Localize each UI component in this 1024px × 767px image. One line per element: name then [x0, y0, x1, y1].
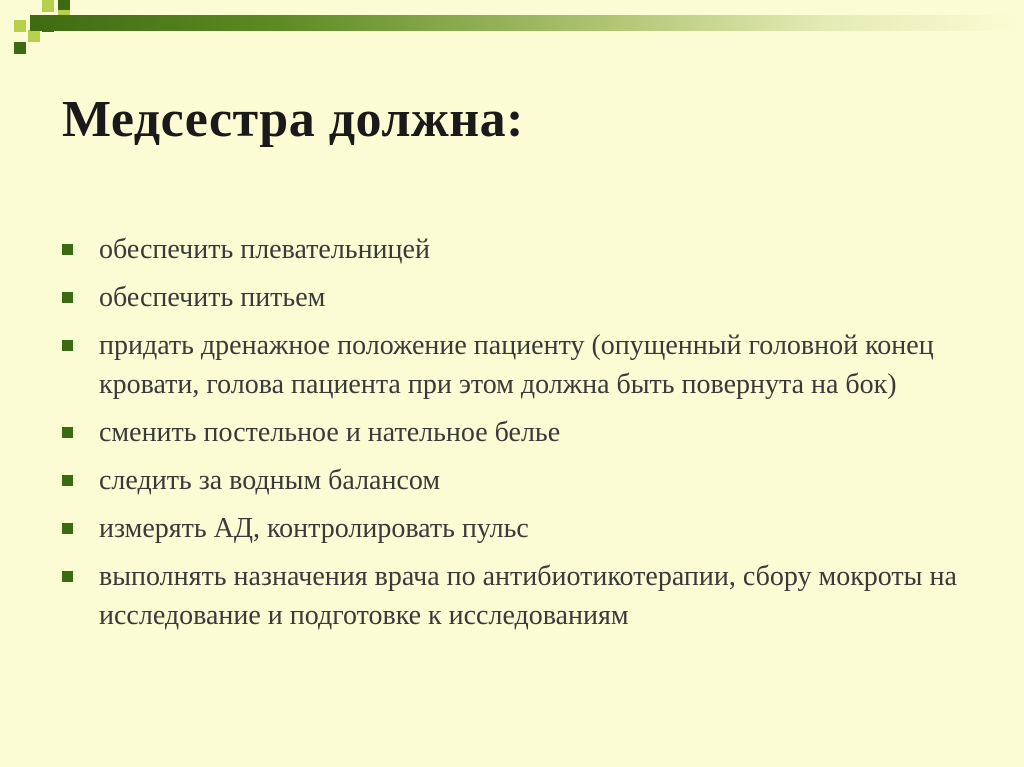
bullet-item — [62, 230, 962, 269]
bullet-item — [62, 413, 962, 452]
bullet-item — [62, 326, 962, 404]
square-bullet-icon — [62, 523, 73, 534]
bullet-text: следить за водным балансом — [99, 465, 441, 496]
bullet-text: сменить постельное и нательное белье — [99, 417, 561, 448]
bullet-text: выполнять назначения врача по антибиотикотерапии, сбору мокроты на исследование и подготовке к исследованиям — [99, 561, 957, 631]
bullet-item — [62, 557, 962, 635]
square-bullet-icon — [62, 475, 73, 486]
header-gradient-bar — [30, 15, 1024, 31]
bullet-list — [62, 230, 962, 644]
square-bullet-icon — [62, 292, 73, 303]
bullet-item — [62, 278, 962, 317]
bullet-text: измерять АД, контролировать пульс — [99, 513, 529, 544]
bullet-text: обеспечить плевательницей — [99, 234, 430, 265]
bullet-text: обеспечить питьем — [99, 282, 326, 313]
square-bullet-icon — [62, 340, 73, 351]
slide-title: Медсестра должна: — [62, 91, 524, 148]
square-bullet-icon — [62, 427, 73, 438]
square-bullet-icon — [62, 244, 73, 255]
decor-square — [14, 42, 26, 54]
bullet-item — [62, 461, 962, 500]
decor-square — [14, 20, 26, 32]
bullet-item — [62, 509, 962, 548]
decor-square — [42, 0, 54, 12]
bullet-text: придать дренажное положение пациенту (опущенный головной конец кровати, голова пациента при этом должна быть повернута на бок) — [99, 330, 934, 400]
decor-square — [28, 30, 40, 42]
square-bullet-icon — [62, 571, 73, 582]
